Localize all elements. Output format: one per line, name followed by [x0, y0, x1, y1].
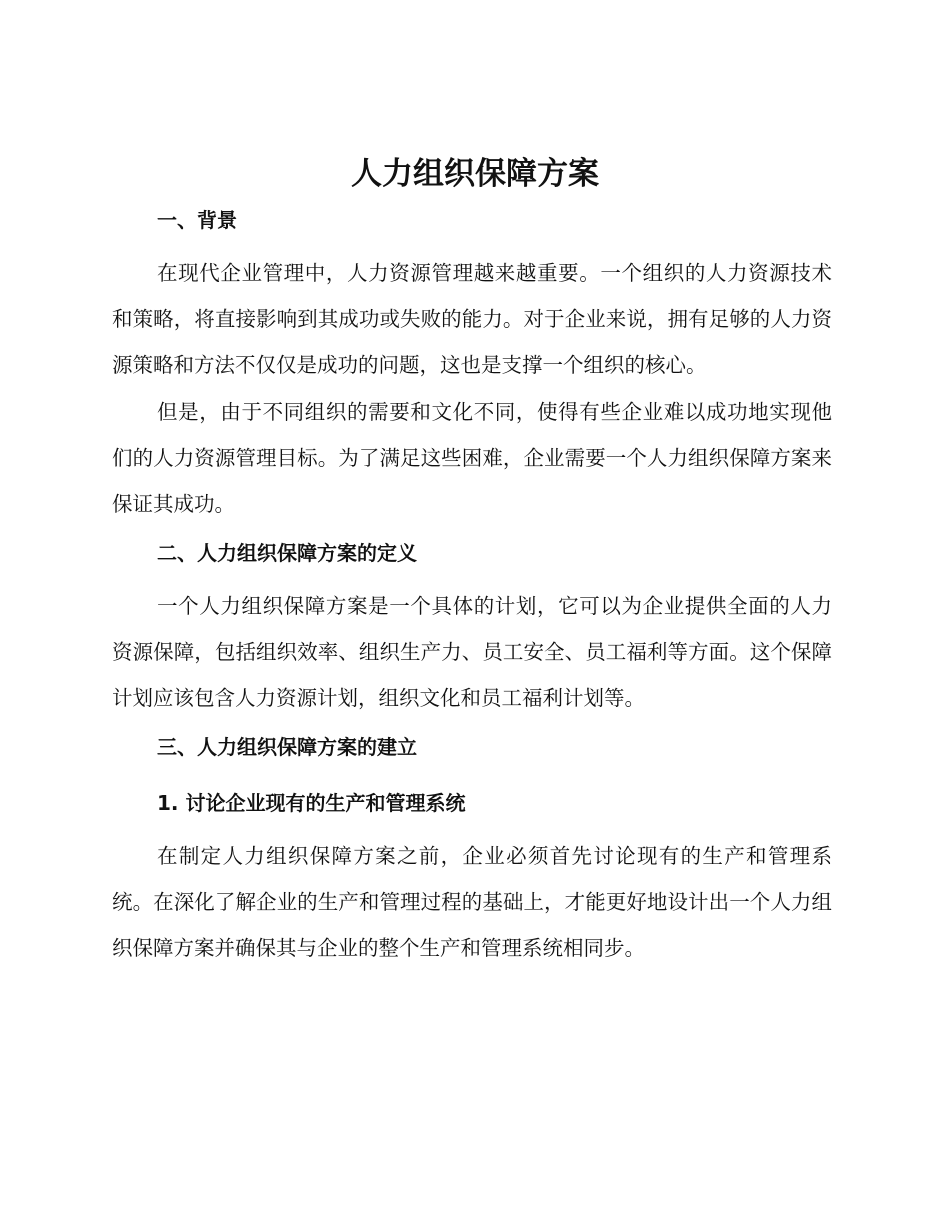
discussion-paragraph: 在制定人力组织保障方案之前，企业必须首先讨论现有的生产和管理系统。在深化了解企业的生产和管理过程的基础上，才能更好地设计出一个人力组织保障方案并确保其与企业的整个生产和管理系统相同步。	[112, 844, 832, 960]
section-heading-establishment: 三、人力组织保障方案的建立	[157, 735, 417, 759]
background-paragraph-2: 但是，由于不同组织的需要和文化不同，使得有些企业难以成功地实现他们的人力资源管理目标。为了满足这些困难，企业需要一个人力组织保障方案来保证其成功。	[112, 400, 832, 516]
section-heading-definition: 二、人力组织保障方案的定义	[157, 541, 417, 565]
background-paragraph-1: 在现代企业管理中，人力资源管理越来越重要。一个组织的人力资源技术和策略，将直接影响到其成功或失败的能力。对于企业来说，拥有足够的人力资源策略和方法不仅仅是成功的问题，这也是支撑一个组织的核心。	[112, 261, 832, 377]
definition-paragraph: 一个人力组织保障方案是一个具体的计划，它可以为企业提供全面的人力资源保障，包括组织效率、组织生产力、员工安全、员工福利等方面。这个保障计划应该包含人力资源计划，组织文化和员工福利计划等。	[112, 594, 832, 710]
document-title: 人力组织保障方案	[351, 156, 599, 192]
subsection-heading-discussion: 1. 讨论企业现有的生产和管理系统	[157, 791, 466, 815]
section-heading-background: 一、背景	[157, 208, 237, 232]
